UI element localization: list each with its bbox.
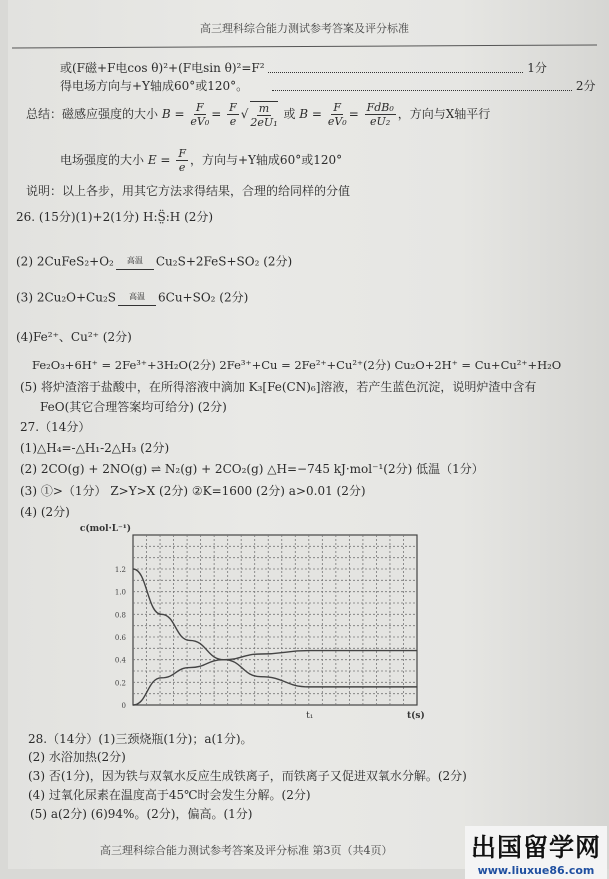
summary-direction: ，方向与X轴平行 (397, 107, 491, 121)
y-tick-label: 0.2 (114, 679, 126, 688)
q26-line-4: (4)Fe²⁺、Cu²⁺ (2分) (16, 330, 132, 344)
q28-line-2: (2) 水浴加热(2分) (28, 750, 126, 764)
page-footer: 高三理科综合能力测试参考答案及评分标准 第3页（共4页） (100, 844, 393, 857)
products: 6Cu+SO₂ (2分) (158, 290, 249, 305)
page-header: 高三理科综合能力测试参考答案及评分标准 (200, 22, 409, 35)
q28-line-5: (5) a(2分) (6)94%。(2分)，偏高。(1分) (30, 807, 253, 821)
direction-text: 得电场方向与+Y轴成60°或120°。 (60, 79, 249, 93)
y-tick-label: 0.6 (114, 634, 126, 642)
efield-direction: ，方向与+Y轴成60°或120° (189, 153, 343, 167)
summary-line: 总结：磁感应强度的大小 B = $\frac{F}{\text{eV₀}}$ = $\frac{F}{e}$ √ $\frac{m}{\text{2eU₁}}$ 或 B = $\frac{F}{\text{eV₀}}$ = $\frac{\text{FdB₀}}{\text{eU₂}}$ ，方向与X轴平行 (26, 101, 491, 129)
equation-text: 或(F磁+F电cos θ)²+(F电sin θ)²=F² (60, 61, 265, 75)
watermark-name: 出国留学网 (470, 833, 601, 862)
score: 1分 (527, 61, 547, 75)
or-text: 或 (283, 107, 296, 121)
y-tick-label: 0 (121, 702, 126, 710)
y-tick-label: 0.4 (114, 656, 126, 665)
q26-line-1: 26. (15分)(1)+2(1分) H:S̤̈:H (2分) (16, 210, 214, 224)
formula-b: B = (299, 107, 322, 121)
y-tick-label: 0.8 (114, 611, 126, 620)
numerator: F (178, 147, 186, 160)
reactants: (3) 2Cu₂O+Cu₂S (16, 290, 117, 305)
denominator: eV₀ (190, 115, 210, 128)
q26-line-7: FeO(其它合理答案均可给分) (2分) (40, 400, 227, 414)
x-axis-label: t(s) (407, 711, 425, 721)
q27-line-1: 27.（14分） (20, 420, 91, 434)
q28-line-4: (4) 过氧化尿素在温度高于45℃时会发生分解。(2分) (28, 788, 311, 802)
numerator: m (258, 101, 270, 115)
numerator: F (333, 101, 342, 114)
formula-e: E = (147, 153, 171, 167)
denominator: e (178, 161, 186, 174)
products: Cu₂S+2FeS+SO₂ (2分) (155, 254, 293, 269)
numerator: F (195, 101, 204, 114)
formula-b: B = (161, 107, 185, 121)
y-tick-label: 1.2 (114, 566, 126, 574)
q27-line-3: (2) 2CO(g) + 2NO(g) ⇌ N₂(g) + 2CO₂(g) △H=−745 kJ·mol⁻¹(2分) 低温（1分） (20, 462, 484, 476)
y-axis-label: c(mol·L⁻¹) (79, 524, 131, 534)
denominator: e (229, 115, 237, 128)
efield-text: 电场强度的大小 (60, 153, 145, 167)
denominator: eV₀ (327, 115, 347, 128)
y-tick-label: 1.0 (114, 588, 126, 597)
score: 2分 (575, 79, 596, 93)
condition-label: 高温 (126, 256, 143, 265)
q26-line-6: (5) 将炉渣溶于盐酸中，在所得溶液中滴加 K₃[Fe(CN)₆]溶液，若产生蓝色沉淀，说明炉渣中含有 (20, 380, 537, 394)
q27-line-5: (4) (2分) (20, 505, 70, 519)
q28-line-1: 28.（14分）(1)三颈烧瓶(1分)；a(1分)。 (28, 732, 253, 746)
numerator: FdB₀ (366, 101, 394, 114)
note-text: 说明：以上各步，用其它方法求得结果，合理的给同样的分值 (26, 184, 351, 198)
watermark-logo (465, 826, 607, 879)
q26-line-5: Fe₂O₃+6H⁺ = 2Fe³⁺+3H₂O(2分) 2Fe³⁺+Cu = 2Fe²⁺+Cu²⁺(2分) Cu₂O+2H⁺ = Cu+Cu²⁺+H₂O (32, 358, 562, 372)
x-tick-t1: t₁ (306, 711, 314, 721)
plot-frame (133, 535, 417, 705)
summary-text: 磁感应强度的大小 (62, 107, 159, 121)
q28-line-3: (3) 否(1分)，因为铁与双氧水反应生成铁离子，而铁离子又促进双氧水分解。(2分) (28, 769, 467, 783)
watermark-url: www.liuxue86.com (477, 864, 595, 877)
denominator: 2eU₁ (250, 115, 278, 129)
denominator: eU₂ (370, 115, 391, 128)
q27-line-4: (3) ①>（1分） Z>Y>X (2分) ②K=1600 (2分) a>0.01 (2分) (20, 484, 366, 498)
numerator: F (229, 101, 237, 114)
condition-label: 高温 (129, 292, 146, 301)
q27-line-2: (1)△H₄=-△H₁-2△H₃ (2分) (20, 441, 170, 455)
reactants: (2) 2CuFeS₂+O₂ (16, 254, 114, 269)
summary-label: 总结： (26, 107, 63, 121)
